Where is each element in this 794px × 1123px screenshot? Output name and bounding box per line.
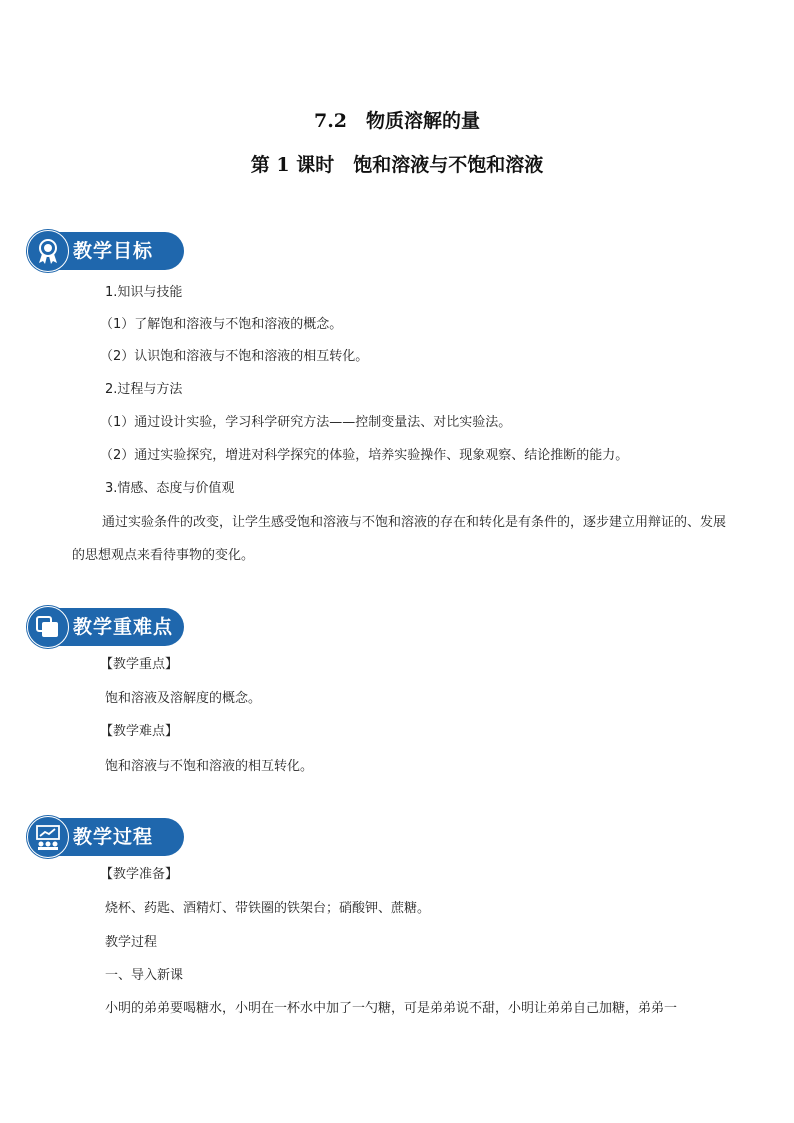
- objective-paragraph: 通过实验条件的改变，让学生感受饱和溶液与不饱和溶液的存在和转化是有条件的，逐步建立用辩证的、发展的思想观点来看待事物的变化。: [72, 515, 727, 563]
- preparation-heading: 【教学准备】: [100, 867, 179, 882]
- presentation-board-icon: [27, 816, 69, 858]
- difficulty-heading: 【教学难点】: [100, 724, 179, 739]
- key-point-heading: 【教学重点】: [100, 657, 179, 672]
- objective-line: （1）通过设计实验，学习科学研究方法——控制变量法、对比实验法。: [100, 415, 512, 430]
- section-title-key-points: 教学重难点: [73, 616, 174, 638]
- section-badge-key-points: [27, 606, 184, 648]
- section-title-process: 教学过程: [73, 826, 154, 848]
- objective-line: （2）通过实验探究，增进对科学探究的体验，培养实验操作、现象观察、结论推断的能力。: [100, 448, 629, 463]
- objective-line: 2.过程与方法: [105, 382, 183, 397]
- intro-heading: 一、导入新课: [105, 968, 184, 983]
- objective-line: 1.知识与技能: [105, 285, 183, 300]
- objective-line: （1）了解饱和溶液与不饱和溶液的概念。: [100, 317, 343, 332]
- section-title-objectives: 教学目标: [73, 240, 154, 262]
- section-badge-objectives: [27, 230, 184, 272]
- objective-line: 3.情感、态度与价值观: [105, 481, 235, 496]
- key-point-text: 饱和溶液及溶解度的概念。: [105, 691, 262, 706]
- intro-paragraph: 小明的弟弟要喝糖水，小明在一杯水中加了一勺糖，可是弟弟说不甜，小明让弟弟自己加糖，弟弟一: [105, 1001, 678, 1016]
- process-heading: 教学过程: [105, 935, 158, 950]
- stacked-cards-icon: [27, 606, 69, 648]
- award-ribbon-icon: [27, 230, 69, 272]
- objective-line: （2）认识饱和溶液与不饱和溶液的相互转化。: [100, 349, 369, 364]
- preparation-text: 烧杯、药匙、酒精灯、带铁圈的铁架台；硝酸钾、蔗糖。: [105, 901, 431, 916]
- difficulty-text: 饱和溶液与不饱和溶液的相互转化。: [105, 759, 314, 774]
- lesson-title: 7.2 物质溶解的量: [313, 110, 481, 132]
- lesson-subtitle: 第 1 课时 饱和溶液与不饱和溶液: [250, 154, 544, 176]
- section-badge-process: [27, 816, 184, 858]
